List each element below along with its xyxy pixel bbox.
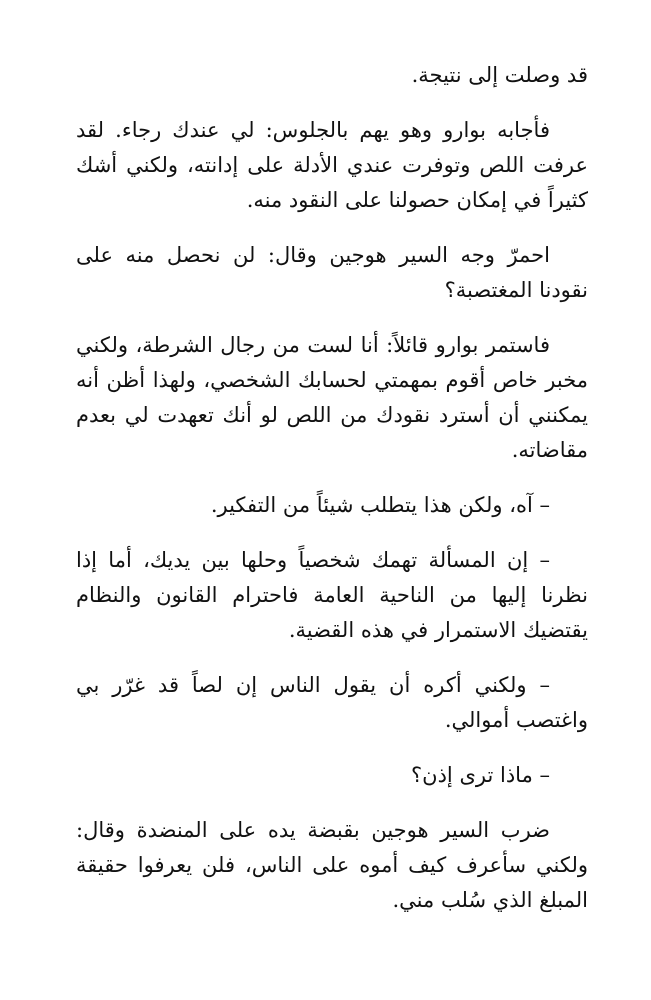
paragraph-3: احمرّ وجه السير هوجين وقال: لن نحصل منه على نقودنا المغتصبة؟	[76, 243, 588, 302]
paragraph-9: ضرب السير هوجين بقبضة يده على المنضدة وقال: ولكني سأعرف كيف أموه على الناس، فلن يعرفوا حقيقة المبلغ الذي سُلب مني.	[76, 818, 588, 912]
paragraph-6: – إن المسألة تهمك شخصياً وحلها بين يديك، أما إذا نظرنا إليها من الناحية العامة فاحترام القانون والنظام يقتضيك الاستمرار في هذه القضية.	[76, 548, 588, 642]
paragraph-1: قد وصلت إلى نتيجة.	[411, 63, 588, 87]
book-page	[76, 58, 588, 918]
paragraph-8: – ماذا ترى إذن؟	[411, 763, 550, 787]
paragraph-7: – ولكني أكره أن يقول الناس إن لصاً قد غرّر بي واغتصب أموالي.	[76, 673, 588, 732]
paragraph-2: فأجابه بوارو وهو يهم بالجلوس: لي عندك رجاء. لقد عرفت اللص وتوفرت عندي الأدلة على إدانته، ولكني أشك كثيراً في إمكان حصولنا على النقود منه.	[76, 118, 588, 212]
paragraph-4: فاستمر بوارو قائلاً: أنا لست من رجال الشرطة، ولكني مخبر خاص أقوم بمهمتي لحسابك الشخصي، ولهذا أظن أنه يمكنني أن أسترد نقودك من اللص لو أنك تعهدت لي بعدم مقاضاته.	[76, 333, 588, 462]
paragraph-5: – آه، ولكن هذا يتطلب شيئاً من التفكير.	[210, 493, 550, 517]
